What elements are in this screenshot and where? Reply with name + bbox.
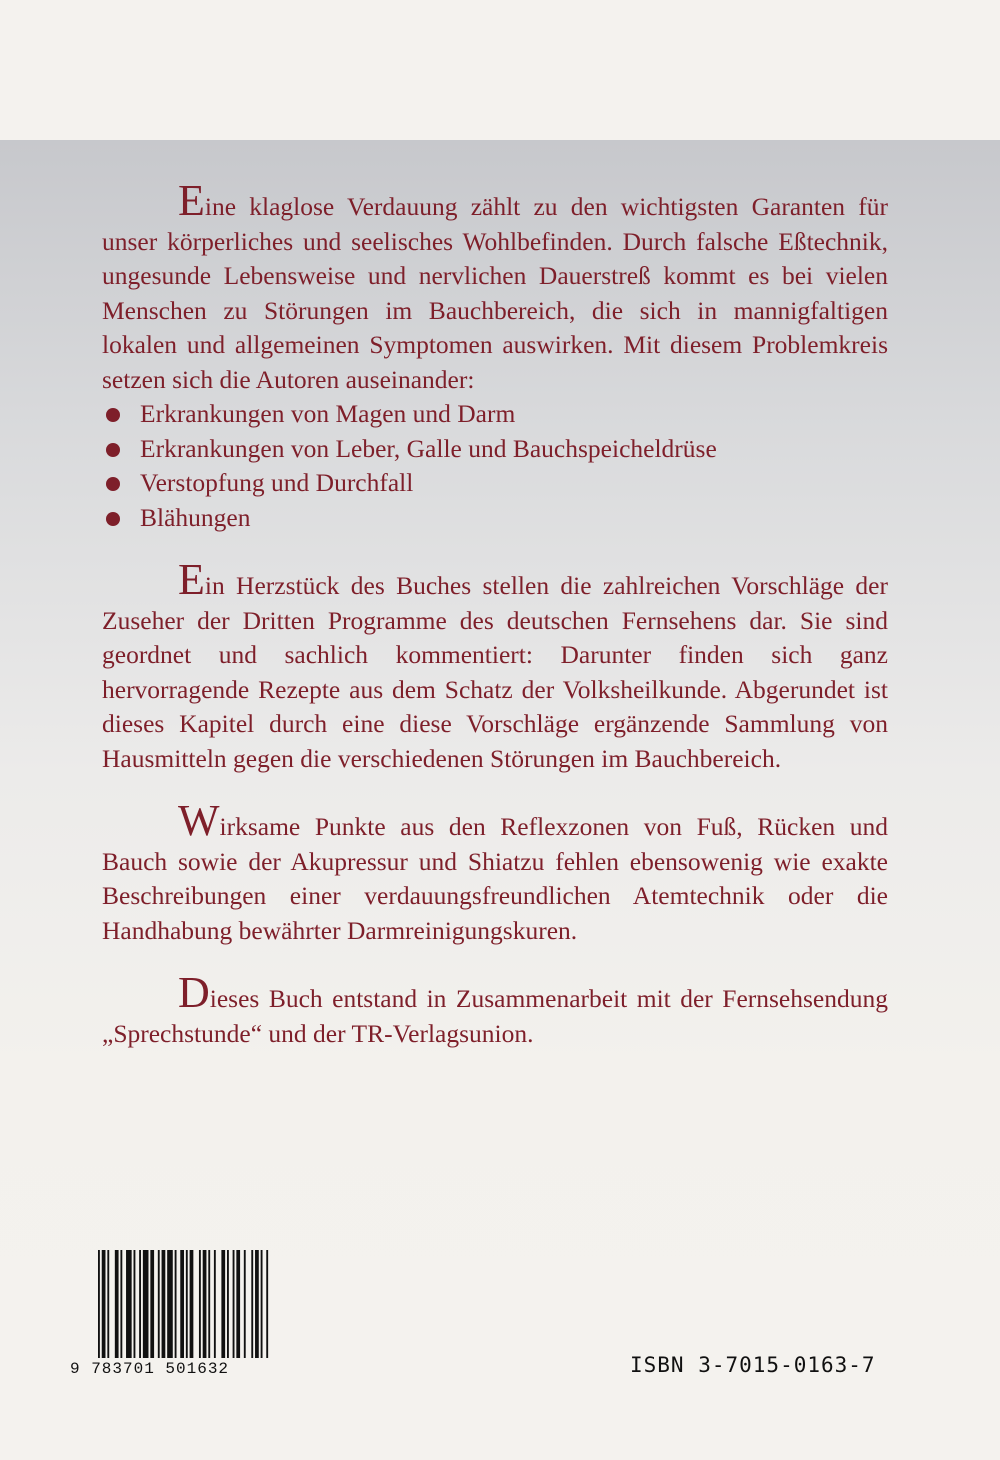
barcode-bar: [244, 1250, 246, 1358]
drop-cap: D: [178, 968, 210, 1017]
barcode-bar: [227, 1250, 229, 1358]
bullet-dot-icon: [106, 477, 120, 491]
barcode-bar: [214, 1250, 216, 1358]
barcode-bar: [186, 1250, 188, 1358]
paragraph-intro: [102, 176, 888, 397]
barcode-bar: [221, 1250, 225, 1358]
barcode-bar: [208, 1250, 210, 1358]
list-item-label: Erkrankungen von Magen und Darm: [140, 399, 516, 428]
list-item: [102, 466, 888, 501]
topic-list: [102, 397, 888, 535]
drop-cap: E: [178, 176, 205, 225]
bullet-dot-icon: [106, 443, 120, 457]
barcode-bar: [98, 1250, 100, 1358]
drop-cap: W: [178, 796, 220, 845]
barcode-bar: [251, 1250, 253, 1358]
barcode-bars: [98, 1250, 270, 1358]
barcode-bar: [102, 1250, 106, 1358]
drop-cap: E: [178, 555, 205, 604]
paragraph-highlight: [102, 555, 888, 776]
barcode-bar: [162, 1250, 166, 1358]
barcode-bar: [120, 1250, 122, 1358]
list-item-label: Blähungen: [140, 502, 251, 532]
back-cover-text: [102, 176, 888, 1051]
paragraph-text: ieses Buch entstand in Zusammenarbeit mit der Fernsehsendung „Sprechstunde“ und der TR-Verlagsunion.: [102, 984, 888, 1048]
barcode-bar: [126, 1250, 132, 1358]
bullet-dot-icon: [106, 512, 120, 526]
barcode: [70, 1250, 280, 1380]
barcode-bar: [199, 1250, 201, 1358]
barcode-digits: 9 783701 501632: [70, 1360, 230, 1378]
barcode-bar: [167, 1250, 173, 1358]
barcode-bar: [236, 1250, 240, 1358]
barcode-bar: [175, 1250, 177, 1358]
paragraph-text: ine klaglose Verdauung zählt zu den wichtigsten Garanten für unser körperliches und seelisches Wohlbefinden. Durch falsche Eßtechnik, ungesunde Lebensweise und nervlichen Dauerstreß kommt es bei vielen Menschen zu Störungen im Bauchbereich, die sich in mannigfaltigen lokalen und allgemeinen Symptomen auswirken. Mit diesem Problemkreis setzen sich die Autoren auseinander:: [102, 192, 888, 394]
barcode-bar: [255, 1250, 259, 1358]
list-item: [102, 397, 888, 432]
bullet-dot-icon: [106, 408, 120, 422]
isbn-label: ISBN 3-7015-0163-7: [630, 1353, 876, 1377]
barcode-bar: [190, 1250, 194, 1358]
list-item-label: Verstopfung und Durchfall: [140, 468, 414, 497]
paragraph-origin: [102, 968, 888, 1051]
barcode-bar: [139, 1250, 141, 1358]
barcode-bar: [143, 1250, 149, 1358]
paragraph-text: in Herzstück des Buches stellen die zahlreichen Vorschläge der Zuseher der Dritten Programme des deutschen Fernsehens dar. Sie sind geordnet und sachlich kommentiert: Darunter finden sich ganz hervorragende Rezepte aus dem Schatz der Volksheilkunde. Abgerundet ist dieses Kapitel durch eine diese Vorschläge ergänzende Sammlung von Hausmitteln gegen die verschiedenen Störungen im Bauchbereich.: [102, 571, 888, 773]
barcode-bar: [107, 1250, 109, 1358]
barcode-bar: [134, 1250, 136, 1358]
barcode-bar: [158, 1250, 160, 1358]
barcode-bar: [233, 1250, 235, 1358]
barcode-bar: [115, 1250, 119, 1358]
barcode-bar: [203, 1250, 207, 1358]
list-item: [102, 501, 888, 536]
barcode-bar: [261, 1250, 263, 1358]
list-item: [102, 432, 888, 467]
paragraph-text: irksame Punkte aus den Reflexzonen von Fuß, Rücken und Bauch sowie der Akupressur und Shiatzu fehlen ebensowenig wie exakte Beschreibungen einer verdauungsfreundlichen Atemtechnik oder die Handhabung bewährter Darmreinigungskuren.: [102, 812, 888, 945]
barcode-bar: [150, 1250, 154, 1358]
barcode-bar: [266, 1250, 268, 1358]
barcode-bar: [180, 1250, 184, 1358]
paragraph-techniques: [102, 796, 888, 948]
list-item-label: Erkrankungen von Leber, Galle und Bauchspeicheldrüse: [140, 433, 717, 463]
